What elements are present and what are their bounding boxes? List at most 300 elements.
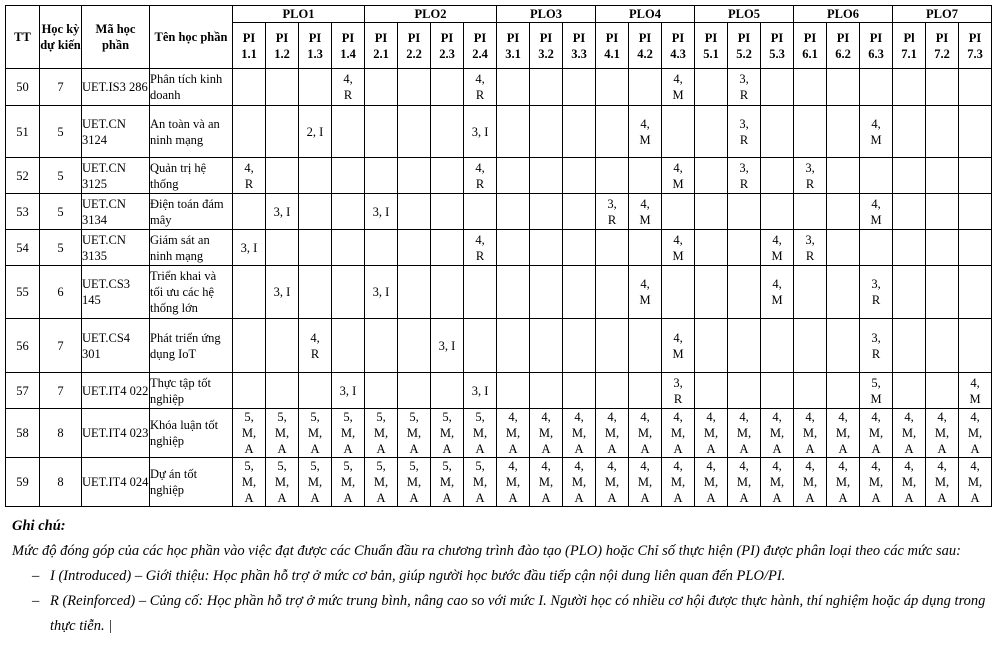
pi-cell [299,158,332,194]
pi-cell [233,373,266,409]
pi-cell: 4, M [629,194,662,230]
pi-cell: 3, R [728,106,761,158]
pi-cell: 5, M, A [332,458,365,507]
pi-cell [926,373,959,409]
pi-cell: 4, M, A [959,458,992,507]
pi-cell [695,106,728,158]
pi-cell [926,230,959,266]
pi-cell [695,158,728,194]
col-header-pi: PI 4.2 [629,23,662,69]
pi-cell: 4, M, A [695,409,728,458]
pi-cell: 5, M, A [266,458,299,507]
pi-cell [893,106,926,158]
col-header-pi: PI 5.2 [728,23,761,69]
pi-cell [431,194,464,230]
col-header-plo1: PLO1 [233,6,365,23]
pi-cell: 3, R [596,194,629,230]
pi-cell: 3, R [662,373,695,409]
pi-cell [893,373,926,409]
pi-cell [563,194,596,230]
pi-cell [497,106,530,158]
col-header-plo5: PLO5 [695,6,794,23]
pi-cell: 3, R [728,69,761,106]
pi-cell [926,106,959,158]
row-course-code: UET.CN 3125 [82,158,150,194]
pi-cell: 5, M, A [398,409,431,458]
pi-cell [827,106,860,158]
pi-cell: 4, M, A [563,458,596,507]
pi-cell: 3, I [266,266,299,319]
col-header-pi: PI 2.4 [464,23,497,69]
pi-cell [398,69,431,106]
pi-cell [233,106,266,158]
pi-cell [266,106,299,158]
pi-cell: 3, R [728,158,761,194]
row-course-name: Dự án tốt nghiệp [150,458,233,507]
pi-cell [596,266,629,319]
pi-cell [233,319,266,373]
pi-cell: 4, M, A [926,409,959,458]
pi-cell: 4, R [464,158,497,194]
pi-cell: 4, M, A [860,458,893,507]
pi-cell: 4, M [761,230,794,266]
pi-cell: 4, M [860,194,893,230]
pi-cell: 3, I [464,373,497,409]
pi-cell [893,69,926,106]
pi-cell: 4, R [332,69,365,106]
pi-cell: 4, M, A [761,409,794,458]
pi-cell: 3, R [794,158,827,194]
row-course-code: UET.CN 3135 [82,230,150,266]
pi-cell [497,319,530,373]
pi-cell: 4, M [662,319,695,373]
table-row [6,319,992,373]
pi-cell [530,106,563,158]
col-header-tt: TT [6,6,40,69]
pi-cell: 3, I [266,194,299,230]
pi-cell: 4, M [959,373,992,409]
pi-cell [530,373,563,409]
pi-cell [959,266,992,319]
col-header-pi: PI 5.1 [695,23,728,69]
pi-cell [728,373,761,409]
pi-cell: 4, M, A [530,458,563,507]
pi-cell [728,319,761,373]
pi-cell [299,373,332,409]
pi-cell [497,266,530,319]
pi-cell [596,230,629,266]
pi-cell [266,158,299,194]
pi-cell [728,266,761,319]
pi-cell [530,319,563,373]
pi-cell: 5, M, A [365,458,398,507]
pi-cell [266,230,299,266]
row-semester: 5 [40,106,82,158]
table-row [6,458,992,507]
row-course-code: UET.IT4 023 [82,409,150,458]
pi-cell: 4, M [629,106,662,158]
pi-cell [497,230,530,266]
col-header-pi: PI 1.3 [299,23,332,69]
pi-cell: 4, R [464,69,497,106]
row-course-code: UET.IT4 024 [82,458,150,507]
pi-cell [926,194,959,230]
pi-cell [893,319,926,373]
pi-cell [266,69,299,106]
table-row [6,106,992,158]
pi-cell [761,373,794,409]
pi-cell [464,194,497,230]
pi-cell [266,373,299,409]
table-row [6,373,992,409]
notes-intro: Mức độ đóng góp của các học phần vào việc đạt được các Chuẩn đầu ra chương trình đào tạo (PLO) hoặc Chỉ số thực hiện (PI) được phân loại theo các mức sau: [12,543,961,559]
pi-cell [794,106,827,158]
pi-cell: 3, I [464,106,497,158]
pi-cell [827,373,860,409]
notes-item-introduced [12,564,987,589]
pi-cell [398,319,431,373]
table-body [6,69,992,507]
pi-cell [695,230,728,266]
row-tt: 58 [6,409,40,458]
pi-cell [365,230,398,266]
row-tt: 51 [6,106,40,158]
pi-cell [827,69,860,106]
pi-cell [563,158,596,194]
pi-cell [332,319,365,373]
pi-cell: 5, M, A [299,409,332,458]
pi-cell [629,319,662,373]
col-header-pi: PI 1.1 [233,23,266,69]
pi-cell [497,373,530,409]
pi-cell [794,69,827,106]
col-header-pi: PI 3.3 [563,23,596,69]
row-semester: 5 [40,158,82,194]
pi-cell [761,69,794,106]
pi-cell: 3, I [431,319,464,373]
pi-cell: 4, M, A [563,409,596,458]
notes-title: Ghi chú: [12,518,66,534]
pi-cell [563,319,596,373]
pi-cell [398,266,431,319]
pi-cell [761,319,794,373]
row-tt: 50 [6,69,40,106]
notes-item-text: I (Introduced) – Giới thiệu: Học phần hỗ trợ ở mức cơ bản, giúp người học bước đầu tiếp cận nội dung liên quan đến PLO/PI. [50,568,786,584]
pi-cell [332,194,365,230]
pi-cell [563,69,596,106]
pi-cell [596,373,629,409]
pi-cell [299,230,332,266]
pi-cell: 4, M, A [794,458,827,507]
col-header-plo4: PLO4 [596,6,695,23]
pi-cell: 4, M [629,266,662,319]
pi-cell [761,158,794,194]
pi-cell [431,69,464,106]
pi-cell [563,373,596,409]
pi-cell [332,266,365,319]
col-header-semester: Học kỳ dự kiến [40,6,82,69]
table-row [6,158,992,194]
pi-cell: 3, I [332,373,365,409]
pi-cell: 5, M, A [431,409,464,458]
row-semester: 7 [40,69,82,106]
pi-cell [794,373,827,409]
table-row [6,69,992,106]
pi-cell [332,230,365,266]
pi-cell: 5, M, A [464,409,497,458]
row-semester: 5 [40,194,82,230]
row-tt: 56 [6,319,40,373]
pi-cell [695,373,728,409]
pi-cell [695,69,728,106]
pi-cell: 4, M, A [794,409,827,458]
row-course-code: UET.CN 3124 [82,106,150,158]
col-header-pi: Pl 7.1 [893,23,926,69]
col-header-plo2: PLO2 [365,6,497,23]
pi-cell [926,69,959,106]
pi-cell: 4, M, A [926,458,959,507]
row-semester: 6 [40,266,82,319]
pi-cell [530,266,563,319]
pi-cell [530,158,563,194]
col-header-pi: PI 6.1 [794,23,827,69]
pi-cell [695,194,728,230]
pi-cell: 4, M [761,266,794,319]
col-header-plo6: PLO6 [794,6,893,23]
pi-cell: 4, M, A [860,409,893,458]
pi-cell: 5, M, A [233,458,266,507]
pi-cell [299,266,332,319]
pi-cell: 3, R [860,266,893,319]
pi-cell [464,319,497,373]
pi-cell: 5, M, A [332,409,365,458]
col-header-pi: PI 2.1 [365,23,398,69]
pi-cell: 4, M, A [695,458,728,507]
pi-cell: 4, M, A [893,458,926,507]
pi-cell [596,158,629,194]
pi-cell [299,194,332,230]
pi-cell [398,230,431,266]
pi-cell [233,69,266,106]
col-header-pi: PI 6.2 [827,23,860,69]
pi-cell [926,266,959,319]
col-header-pi: PI 1.4 [332,23,365,69]
pi-cell [431,106,464,158]
pi-cell [959,158,992,194]
row-semester: 7 [40,373,82,409]
pi-cell [398,158,431,194]
pi-cell: 3, R [860,319,893,373]
pi-cell: 2, I [299,106,332,158]
pi-cell [629,230,662,266]
pi-cell [695,319,728,373]
table-row [6,230,992,266]
pi-cell: 4, M, A [596,458,629,507]
plo-mapping-table [5,5,992,507]
pi-cell [926,319,959,373]
pi-cell [860,69,893,106]
col-header-pi: PI 4.3 [662,23,695,69]
pi-cell: 5, M [860,373,893,409]
pi-cell [332,106,365,158]
pi-cell [827,319,860,373]
row-semester: 5 [40,230,82,266]
pi-cell [431,230,464,266]
row-course-name: Điện toán đám mây [150,194,233,230]
pi-cell [794,319,827,373]
pi-cell [893,158,926,194]
pi-cell: 4, M, A [497,458,530,507]
pi-cell: 5, M, A [431,458,464,507]
pi-cell: 4, M, A [827,409,860,458]
row-course-code: UET.CS3 145 [82,266,150,319]
pi-cell [398,106,431,158]
pi-cell [497,194,530,230]
pi-cell [629,69,662,106]
pi-cell [893,230,926,266]
pi-cell [827,194,860,230]
pi-cell [827,266,860,319]
row-course-name: Quản trị hệ thống [150,158,233,194]
pi-cell: 4, M, A [497,409,530,458]
table-row [6,266,992,319]
pi-cell: 3, I [233,230,266,266]
pi-cell [563,106,596,158]
pi-cell: 4, M, A [530,409,563,458]
notes-item-reinforced [12,589,987,639]
bullet-dash: – [32,568,40,584]
pi-cell [959,69,992,106]
pi-cell: 4, M, A [662,409,695,458]
col-header-pi: PI 3.1 [497,23,530,69]
row-course-code: UET.CN 3134 [82,194,150,230]
pi-cell: 4, M [662,158,695,194]
pi-cell [563,266,596,319]
pi-cell: 5, M, A [299,458,332,507]
col-header-pi: PI 2.3 [431,23,464,69]
pi-cell [365,106,398,158]
pi-cell [959,106,992,158]
pi-cell: 5, M, A [464,458,497,507]
col-header-pi: PI 3.2 [530,23,563,69]
row-semester: 8 [40,409,82,458]
pi-cell [497,158,530,194]
pi-cell: 4, M, A [662,458,695,507]
pi-cell [893,194,926,230]
pi-cell: 4, M [860,106,893,158]
pi-cell [860,230,893,266]
pi-cell: 4, R [233,158,266,194]
pi-cell [431,158,464,194]
pi-cell: 4, M, A [959,409,992,458]
pi-cell [860,158,893,194]
pi-cell [728,230,761,266]
notes-item-text: R (Reinforced) – Củng cố: Học phần hỗ trợ ở mức trung bình, nâng cao so với mức I. Người học có nhiều cơ hội được thực hành, thí nghiệm hoặc áp dụng trong thực tiễn. | [50,593,986,634]
pi-cell [662,106,695,158]
pi-cell [464,266,497,319]
row-semester: 8 [40,458,82,507]
row-course-name: Phát triển ứng dụng IoT [150,319,233,373]
pi-cell [662,194,695,230]
pi-cell [761,106,794,158]
pi-cell: 4, M, A [596,409,629,458]
pi-cell [332,158,365,194]
col-header-pi: PI 4.1 [596,23,629,69]
pi-cell [530,230,563,266]
pi-cell [431,373,464,409]
pi-cell [398,373,431,409]
pi-cell [563,230,596,266]
pi-cell: 4, M, A [728,409,761,458]
pi-cell [596,106,629,158]
col-header-pi: PI 2.2 [398,23,431,69]
row-course-code: UET.IS3 286 [82,69,150,106]
col-header-name: Tên học phần [150,6,233,69]
pi-cell [530,194,563,230]
pi-cell [365,69,398,106]
pi-cell: 5, M, A [233,409,266,458]
notes-section [12,514,987,639]
row-course-name: Khóa luận tốt nghiệp [150,409,233,458]
col-header-plo7: PLO7 [893,6,992,23]
row-tt: 57 [6,373,40,409]
col-header-plo3: PLO3 [497,6,596,23]
pi-cell: 5, M, A [365,409,398,458]
pi-cell [299,69,332,106]
pi-cell: 3, R [794,230,827,266]
pi-cell: 4, R [299,319,332,373]
row-tt: 55 [6,266,40,319]
pi-cell [233,266,266,319]
pi-cell: 4, M, A [827,458,860,507]
pi-cell [365,158,398,194]
pi-cell: 4, M, A [893,409,926,458]
col-header-code: Mã học phần [82,6,150,69]
pi-cell [662,266,695,319]
row-tt: 59 [6,458,40,507]
pi-cell [398,194,431,230]
table-row [6,194,992,230]
row-course-name: Giám sát an ninh mạng [150,230,233,266]
header-row-plo [6,6,992,23]
pi-cell [695,266,728,319]
pi-cell: 4, M, A [629,458,662,507]
pi-cell [827,230,860,266]
pi-cell [893,266,926,319]
pi-cell: 4, M [662,69,695,106]
pi-cell: 4, R [464,230,497,266]
row-course-name: Thực tập tốt nghiệp [150,373,233,409]
pi-cell [266,319,299,373]
pi-cell [629,373,662,409]
table-row [6,409,992,458]
row-tt: 52 [6,158,40,194]
pi-cell [827,158,860,194]
row-course-code: UET.CS4 301 [82,319,150,373]
pi-cell [959,319,992,373]
bullet-dash: – [32,593,40,609]
pi-cell: 5, M, A [266,409,299,458]
pi-cell: 4, M, A [629,409,662,458]
col-header-pi: PI 1.2 [266,23,299,69]
pi-cell [794,194,827,230]
pi-cell [629,158,662,194]
pi-cell: 3, I [365,266,398,319]
pi-cell [959,194,992,230]
col-header-pi: PI 7.2 [926,23,959,69]
pi-cell [761,194,794,230]
pi-cell: 4, M, A [728,458,761,507]
